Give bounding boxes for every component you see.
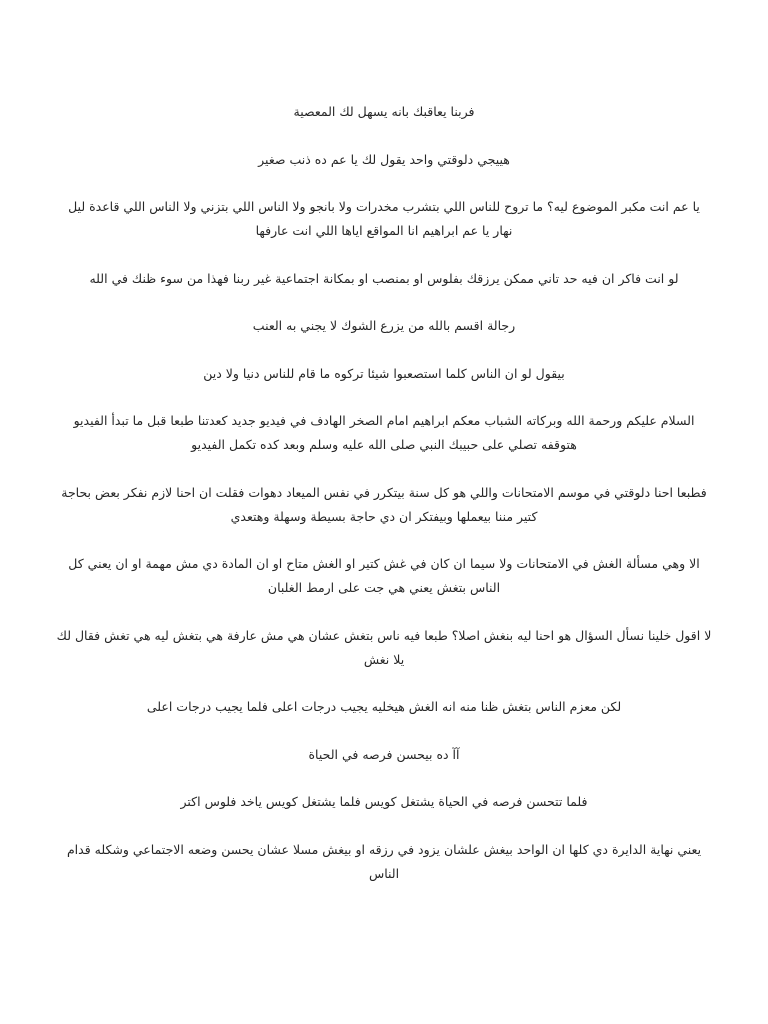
paragraph-4	[44, 267, 724, 291]
paragraph-8	[44, 481, 724, 529]
text-line: آآ ده بيحسن فرصه في الحياة	[308, 746, 460, 762]
paragraph-6	[44, 362, 724, 386]
text-line: لا اقول خلينا نسأل السؤال هو احنا ليه بنغش اصلا؟ طبعا فيه ناس بتغش عشان هي مش عارفة هي بتغش ليه هي تغش فقال لك	[56, 627, 712, 643]
paragraph-1	[44, 100, 724, 124]
text-line: يا عم انت مكبر الموضوع ليه؟ ما تروح للناس اللي بتشرب مخدرات ولا بانجو ولا الناس اللي بتزني ولا الناس اللي قاعدة ليل	[68, 199, 700, 214]
paragraph-10	[44, 624, 724, 672]
paragraph-13	[44, 790, 724, 814]
paragraph-7	[44, 409, 724, 457]
paragraph-12	[44, 743, 724, 767]
paragraph-3	[44, 195, 724, 243]
text-line: يلا نغش	[363, 651, 405, 667]
text-line: هييجي دلوقتي واحد يقول لك يا عم ده ذنب صغير	[258, 151, 510, 167]
text-line: نهار يا عم ابراهيم انا المواقع اياها اللي انت عارفها	[255, 223, 513, 238]
text-line: السلام عليكم ورحمة الله وبركاته الشباب معكم ابراهيم امام الصخر الهادف في فيديو جديد كعدتنا طبعا قبل ما تبدأ الفيديو	[73, 413, 695, 428]
text-line: لو انت فاكر ان فيه حد تاني ممكن يرزقك بفلوس او بمنصب او بمكانة اجتماعية غير ربنا فهذا من سوء ظنك في الله	[89, 270, 679, 286]
text-line: الناس	[368, 865, 400, 881]
document-body	[44, 100, 724, 909]
paragraph-2	[44, 148, 724, 172]
paragraph-5	[44, 314, 724, 338]
text-line: لكن معزم الناس بتغش ظنا منه انه الغش هيخليه يجيب درجات اعلى فلما يجيب درجات اعلى	[146, 699, 622, 714]
text-line: الا وهي مسألة الغش في الامتحانات ولا سيما ان كان في غش كتير او الغش متاح او ان المادة دي مش مهمة او ان يعني كل	[68, 556, 700, 571]
paragraph-11	[44, 695, 724, 719]
text-line: فلما تتحسن فرصه في الحياة يشتغل كويس فلما يشتغل كويس ياخد فلوس اكتر	[180, 794, 588, 809]
text-line: فربنا يعاقبك بانه يسهل لك المعصية	[293, 104, 475, 119]
text-line: بيقول لو ان الناس كلما استصعبوا شيئا تركوه ما قام للناس دنيا ولا دين	[203, 365, 565, 381]
paragraph-14	[44, 838, 724, 886]
text-line: يعني نهاية الدايرة دي كلها ان الواحد بيغش علشان يزود في رزقه او بيغش مسلا عشان يحسن وضعه الاجتماعي وشكله قدام	[66, 841, 702, 857]
text-line: فطبعا احنا دلوقتي في موسم الامتحانات واللي هو كل سنة بيتكرر في نفس الميعاد دهوات فقلت ان احنا لازم نفكر بعض بحاجة	[61, 484, 707, 500]
text-line: الناس بتغش يعني هي جت على ارمط الغلبان	[267, 580, 501, 595]
text-line: هتوقفه تصلي على حبيبك النبي صلى الله عليه وسلم وبعد كده تكمل الفيديو	[191, 437, 577, 452]
paragraph-9	[44, 552, 724, 600]
text-line: رجالة اقسم بالله من يزرع الشوك لا يجني به العنب	[252, 318, 516, 333]
text-line: كتير مننا بيعملها وبيفتكر ان دي حاجة بسيطة وسهلة وهتعدي	[230, 508, 538, 524]
